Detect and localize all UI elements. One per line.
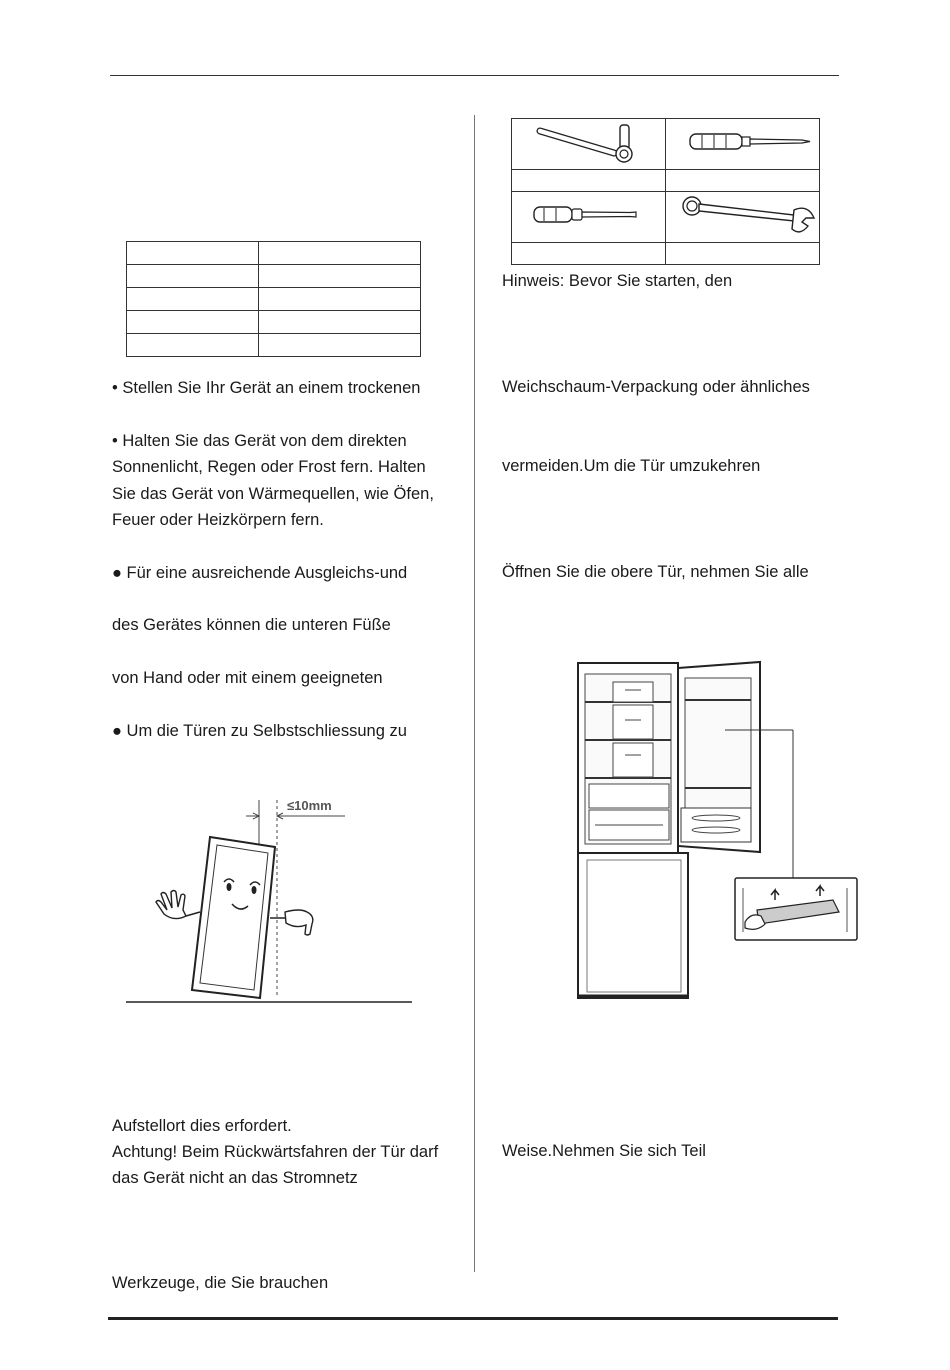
flat-screwdriver-icon [512, 192, 665, 237]
table-row [127, 311, 421, 334]
reverse-door-line: vermeiden.Um die Tür umzukehren [502, 457, 761, 475]
foam-line: Weichschaum-Verpackung oder ähnliches [502, 378, 810, 396]
tilt-label: ≤10mm [287, 798, 332, 813]
leveling-line-3: von Hand oder mit einem geeigneten [112, 669, 383, 687]
location-note: Aufstellort dies erfordert. [112, 1117, 292, 1135]
tool-cell [666, 119, 820, 170]
table-row [512, 243, 820, 265]
warning-line-1: Achtung! Beim Rückwärtsfahren der Tür darf [112, 1143, 439, 1161]
spec-table [126, 241, 421, 357]
combination-wrench-icon [666, 192, 819, 237]
tilted-fridge-illustration [120, 790, 420, 1010]
table-row [512, 119, 820, 170]
tools-heading: Werkzeuge, die Sie brauchen [112, 1274, 329, 1292]
tool-cell [666, 192, 820, 243]
bullet-self-closing-doors: ● Um die Türen zu Selbstschliessung zu [112, 722, 407, 740]
bullet-sun-line-3: Sie das Gerät von Wärmequellen, wie Öfen, [112, 485, 434, 503]
table-row [127, 288, 421, 311]
bullet-sun-line-1: • Halten Sie das Gerät von dem direkten [112, 432, 407, 450]
tool-cell [512, 192, 666, 243]
footer-rule [108, 1317, 838, 1320]
tools-table [511, 118, 820, 265]
note-line: Hinweis: Bevor Sie starten, den [502, 272, 733, 290]
socket-wrench-icon [512, 119, 665, 164]
leveling-line-2: des Gerätes können die unteren Füße [112, 616, 391, 634]
open-door-line: Öffnen Sie die obere Tür, nehmen Sie alle [502, 563, 809, 581]
table-row [127, 334, 421, 357]
table-row [127, 242, 421, 265]
tool-cell [512, 119, 666, 170]
table-row [512, 192, 820, 243]
phillips-screwdriver-icon [666, 119, 819, 164]
header-rule [110, 75, 839, 76]
open-fridge-illustration [575, 660, 860, 1005]
bullet-sun-line-2: Sonnenlicht, Regen oder Frost fern. Halten [112, 458, 426, 476]
table-row [127, 265, 421, 288]
bullet-sun-line-4: Feuer oder Heizkörpern fern. [112, 511, 324, 529]
bullet-leveling: ● Für eine ausreichende Ausgleichs-und [112, 564, 408, 582]
bullet-dry-location: • Stellen Sie Ihr Gerät an einem trockenen [112, 379, 421, 397]
warning-line-2: das Gerät nicht an das Stromnetz [112, 1169, 358, 1187]
table-row [512, 170, 820, 192]
parts-line: Weise.Nehmen Sie sich Teil [502, 1142, 706, 1160]
column-divider [474, 115, 475, 1272]
